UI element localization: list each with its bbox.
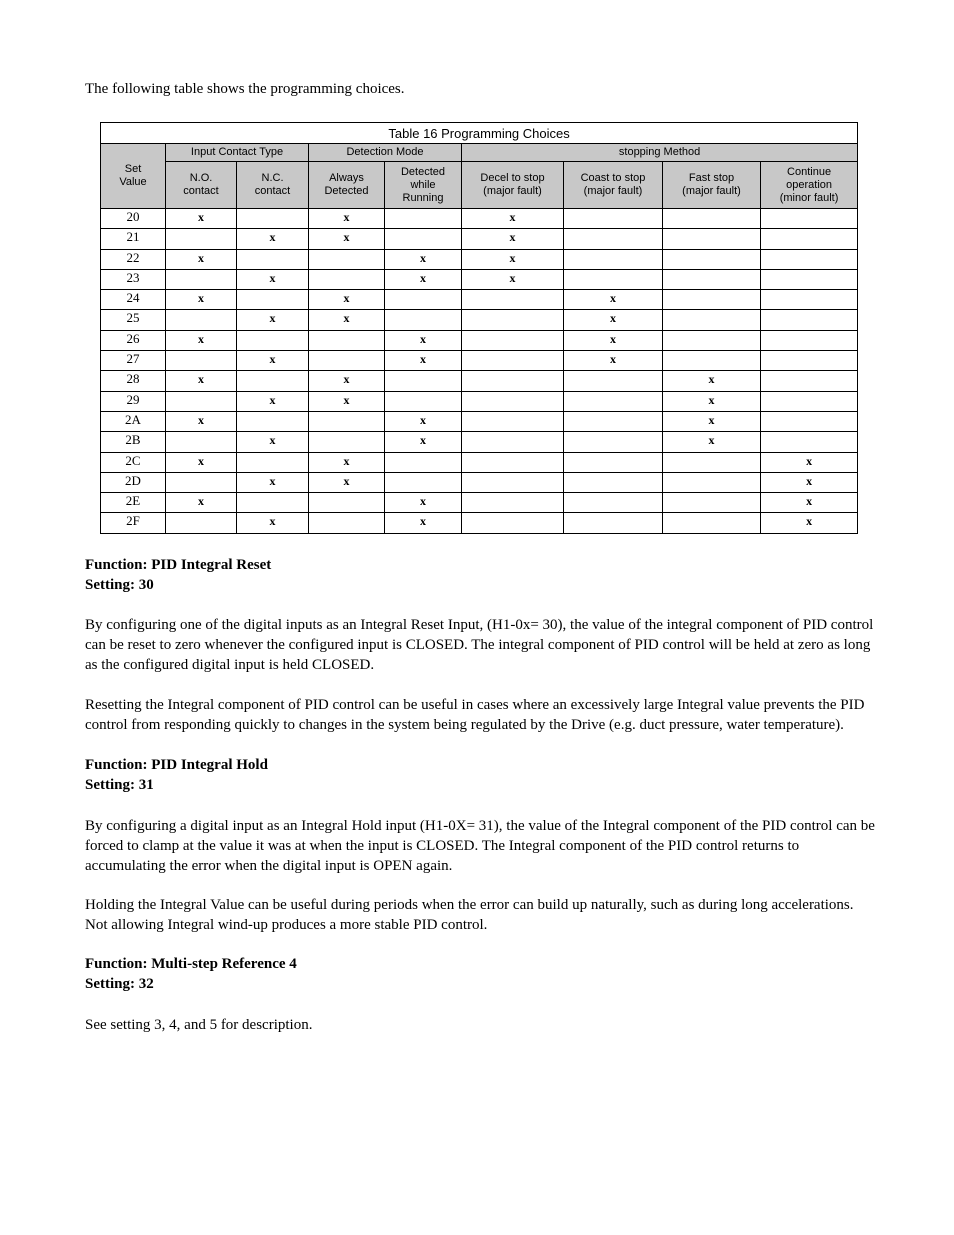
table-row bbox=[101, 310, 858, 330]
table-cell bbox=[761, 391, 858, 411]
table-cell bbox=[309, 269, 385, 289]
table-cell bbox=[663, 472, 761, 492]
table-cell: x bbox=[385, 330, 462, 350]
set-value-cell: 2E bbox=[101, 493, 166, 513]
table-cell: x bbox=[385, 411, 462, 431]
table-cell bbox=[462, 493, 564, 513]
table-cell: x bbox=[309, 290, 385, 310]
setting-label: Setting: 32 bbox=[85, 976, 154, 992]
table-cell: x bbox=[663, 411, 761, 431]
set-value-cell: 25 bbox=[101, 310, 166, 330]
body-paragraph: Holding the Integral Value can be useful during periods when the error can build up naturally, such as during long accelerations. Not allowing Integral wind-up produces a more stable PID control. bbox=[85, 897, 854, 933]
table-cell: x bbox=[462, 249, 564, 269]
table-cell bbox=[237, 249, 309, 269]
header-stopping-method: stopping Method bbox=[462, 144, 858, 162]
set-value-cell: 21 bbox=[101, 229, 166, 249]
table-cell bbox=[385, 371, 462, 391]
table-cell bbox=[462, 351, 564, 371]
table-cell: x bbox=[462, 269, 564, 289]
table-cell: x bbox=[564, 351, 663, 371]
table-cell bbox=[462, 290, 564, 310]
table-cell bbox=[761, 351, 858, 371]
table-row bbox=[101, 330, 858, 350]
table-cell bbox=[564, 269, 663, 289]
table-row bbox=[101, 452, 858, 472]
table-cell: x bbox=[761, 452, 858, 472]
set-value-cell: 2F bbox=[101, 513, 166, 533]
setting-label: Setting: 30 bbox=[85, 577, 154, 593]
table-row bbox=[101, 391, 858, 411]
set-value-cell: 26 bbox=[101, 330, 166, 350]
table-cell bbox=[462, 411, 564, 431]
table-cell bbox=[564, 452, 663, 472]
table-cell: x bbox=[237, 432, 309, 452]
table-cell bbox=[166, 229, 237, 249]
table-cell bbox=[761, 249, 858, 269]
table-cell bbox=[462, 513, 564, 533]
table-row bbox=[101, 432, 858, 452]
set-value-cell: 2A bbox=[101, 411, 166, 431]
table-cell: x bbox=[309, 452, 385, 472]
table-cell bbox=[385, 229, 462, 249]
function-title: Function: PID Integral Hold bbox=[85, 757, 268, 773]
table-cell bbox=[761, 432, 858, 452]
body-paragraph: By configuring one of the digital inputs as an Integral Reset Input, (H1-0x= 30), the value of the integral component of PID control can be reset to zero whenever the configured input is CLOSED. The integral component of PID control will be held at zero as long as the configured digital input is held CLOSED. bbox=[85, 617, 874, 673]
table-cell bbox=[237, 411, 309, 431]
table-cell: x bbox=[237, 351, 309, 371]
table-cell: x bbox=[166, 493, 237, 513]
table-cell bbox=[564, 249, 663, 269]
intro-text: The following table shows the programming choices. bbox=[85, 81, 405, 97]
set-value-cell: 27 bbox=[101, 351, 166, 371]
column-header: Always Detected bbox=[309, 162, 385, 209]
set-value-cell: 2B bbox=[101, 432, 166, 452]
table-cell bbox=[462, 472, 564, 492]
table-cell bbox=[761, 209, 858, 229]
table-cell: x bbox=[385, 513, 462, 533]
table-cell bbox=[663, 513, 761, 533]
table-cell bbox=[237, 290, 309, 310]
set-value-cell: 22 bbox=[101, 249, 166, 269]
table-cell bbox=[663, 351, 761, 371]
function-title: Function: Multi-step Reference 4 bbox=[85, 956, 297, 972]
column-header: Fast stop (major fault) bbox=[663, 162, 761, 209]
table-cell bbox=[309, 351, 385, 371]
table-row bbox=[101, 290, 858, 310]
header-set-value: Set Value bbox=[101, 144, 166, 209]
table-cell bbox=[237, 371, 309, 391]
table-cell: x bbox=[385, 432, 462, 452]
table-cell bbox=[663, 493, 761, 513]
table-cell bbox=[309, 493, 385, 513]
table-cell: x bbox=[309, 229, 385, 249]
table-row bbox=[101, 371, 858, 391]
table-cell bbox=[761, 411, 858, 431]
table-cell: x bbox=[166, 209, 237, 229]
body-paragraph: By configuring a digital input as an Integral Hold input (H1-0X= 31), the value of the Integral component of the PID control can be forced to clamp at the value it was at when the input is CLOSED. The Integral component of the PID control returns to accumulating the error when the digital input is OPEN again. bbox=[85, 818, 875, 874]
table-cell: x bbox=[237, 391, 309, 411]
table-cell bbox=[663, 229, 761, 249]
table-cell bbox=[564, 411, 663, 431]
table-cell bbox=[309, 432, 385, 452]
table-caption: Table 16 Programming Choices bbox=[101, 123, 858, 144]
table-cell bbox=[237, 330, 309, 350]
table-cell bbox=[385, 452, 462, 472]
table-cell: x bbox=[166, 371, 237, 391]
table-cell: x bbox=[309, 371, 385, 391]
column-header: Coast to stop (major fault) bbox=[564, 162, 663, 209]
table-cell bbox=[166, 351, 237, 371]
set-value-cell: 28 bbox=[101, 371, 166, 391]
table-cell bbox=[462, 330, 564, 350]
function-heading bbox=[85, 555, 271, 595]
table-cell: x bbox=[385, 269, 462, 289]
table-row bbox=[101, 493, 858, 513]
column-header: Decel to stop (major fault) bbox=[462, 162, 564, 209]
table-cell bbox=[761, 371, 858, 391]
table-cell: x bbox=[237, 513, 309, 533]
table-row bbox=[101, 209, 858, 229]
table-row bbox=[101, 513, 858, 533]
table-cell bbox=[761, 330, 858, 350]
table-row bbox=[101, 351, 858, 371]
table-cell bbox=[385, 391, 462, 411]
table-cell: x bbox=[462, 229, 564, 249]
table-cell: x bbox=[761, 472, 858, 492]
function-heading bbox=[85, 755, 268, 795]
table-cell: x bbox=[663, 391, 761, 411]
setting-label: Setting: 31 bbox=[85, 777, 154, 793]
table-cell: x bbox=[237, 269, 309, 289]
table-cell bbox=[237, 209, 309, 229]
table-cell bbox=[761, 269, 858, 289]
set-value-cell: 2C bbox=[101, 452, 166, 472]
table-cell bbox=[166, 472, 237, 492]
table-cell bbox=[166, 269, 237, 289]
table-cell: x bbox=[166, 411, 237, 431]
table-cell bbox=[237, 452, 309, 472]
table-cell bbox=[663, 452, 761, 472]
column-header: N.O. contact bbox=[166, 162, 237, 209]
table-cell: x bbox=[385, 249, 462, 269]
set-value-cell: 23 bbox=[101, 269, 166, 289]
table-cell: x bbox=[385, 493, 462, 513]
table-cell bbox=[166, 432, 237, 452]
table-row bbox=[101, 472, 858, 492]
set-value-cell: 20 bbox=[101, 209, 166, 229]
programming-choices-table bbox=[100, 122, 858, 534]
table-cell: x bbox=[564, 290, 663, 310]
table-cell bbox=[663, 290, 761, 310]
table-cell bbox=[663, 209, 761, 229]
table-cell: x bbox=[761, 513, 858, 533]
table-cell bbox=[462, 452, 564, 472]
table-cell bbox=[385, 290, 462, 310]
table-cell bbox=[564, 229, 663, 249]
table-cell bbox=[309, 249, 385, 269]
table-cell bbox=[462, 371, 564, 391]
table-row bbox=[101, 249, 858, 269]
function-title: Function: PID Integral Reset bbox=[85, 557, 272, 573]
table-cell bbox=[385, 310, 462, 330]
set-value-cell: 2D bbox=[101, 472, 166, 492]
table-cell bbox=[761, 310, 858, 330]
table-cell: x bbox=[237, 310, 309, 330]
table-cell bbox=[309, 330, 385, 350]
body-paragraph: Resetting the Integral component of PID control can be useful in cases where an excessively large Integral value prevents the PID control from responding quickly to changes in the system being regulated by the Drive (e.g. duct pressure, water temperature). bbox=[85, 697, 865, 733]
table-cell: x bbox=[309, 310, 385, 330]
table-cell bbox=[663, 269, 761, 289]
table-cell: x bbox=[237, 229, 309, 249]
table-cell: x bbox=[309, 391, 385, 411]
table-cell bbox=[166, 310, 237, 330]
table-cell bbox=[761, 290, 858, 310]
table-cell: x bbox=[385, 351, 462, 371]
table-cell: x bbox=[663, 371, 761, 391]
table-cell: x bbox=[309, 209, 385, 229]
table-cell bbox=[309, 411, 385, 431]
column-header: Detected while Running bbox=[385, 162, 462, 209]
table-cell bbox=[309, 513, 385, 533]
table-cell bbox=[564, 493, 663, 513]
table-cell bbox=[564, 472, 663, 492]
table-cell: x bbox=[166, 452, 237, 472]
table-cell: x bbox=[166, 249, 237, 269]
table-cell: x bbox=[564, 330, 663, 350]
table-cell: x bbox=[237, 472, 309, 492]
table-cell: x bbox=[761, 493, 858, 513]
table-cell bbox=[663, 249, 761, 269]
table-cell bbox=[385, 209, 462, 229]
table-cell bbox=[761, 229, 858, 249]
header-input-contact-type: Input Contact Type bbox=[166, 144, 309, 162]
function-heading bbox=[85, 954, 297, 994]
table-cell bbox=[663, 310, 761, 330]
table-row bbox=[101, 229, 858, 249]
table-cell bbox=[385, 472, 462, 492]
table-cell bbox=[462, 391, 564, 411]
table-cell bbox=[166, 391, 237, 411]
table-cell: x bbox=[166, 290, 237, 310]
body-paragraph: See setting 3, 4, and 5 for description. bbox=[85, 1017, 313, 1033]
table-cell: x bbox=[663, 432, 761, 452]
table-cell bbox=[462, 310, 564, 330]
table-cell bbox=[663, 330, 761, 350]
header-detection-mode: Detection Mode bbox=[309, 144, 462, 162]
table-cell: x bbox=[462, 209, 564, 229]
column-header: Continue operation (minor fault) bbox=[761, 162, 858, 209]
table-cell bbox=[462, 432, 564, 452]
table-cell bbox=[166, 513, 237, 533]
table-cell bbox=[564, 391, 663, 411]
table-cell: x bbox=[564, 310, 663, 330]
table-cell bbox=[564, 432, 663, 452]
table-cell: x bbox=[309, 472, 385, 492]
table-row bbox=[101, 269, 858, 289]
table-cell bbox=[237, 493, 309, 513]
set-value-cell: 29 bbox=[101, 391, 166, 411]
table-cell: x bbox=[166, 330, 237, 350]
table-cell bbox=[564, 209, 663, 229]
table-cell bbox=[564, 371, 663, 391]
column-header: N.C. contact bbox=[237, 162, 309, 209]
table-cell bbox=[564, 513, 663, 533]
table-row bbox=[101, 411, 858, 431]
set-value-cell: 24 bbox=[101, 290, 166, 310]
